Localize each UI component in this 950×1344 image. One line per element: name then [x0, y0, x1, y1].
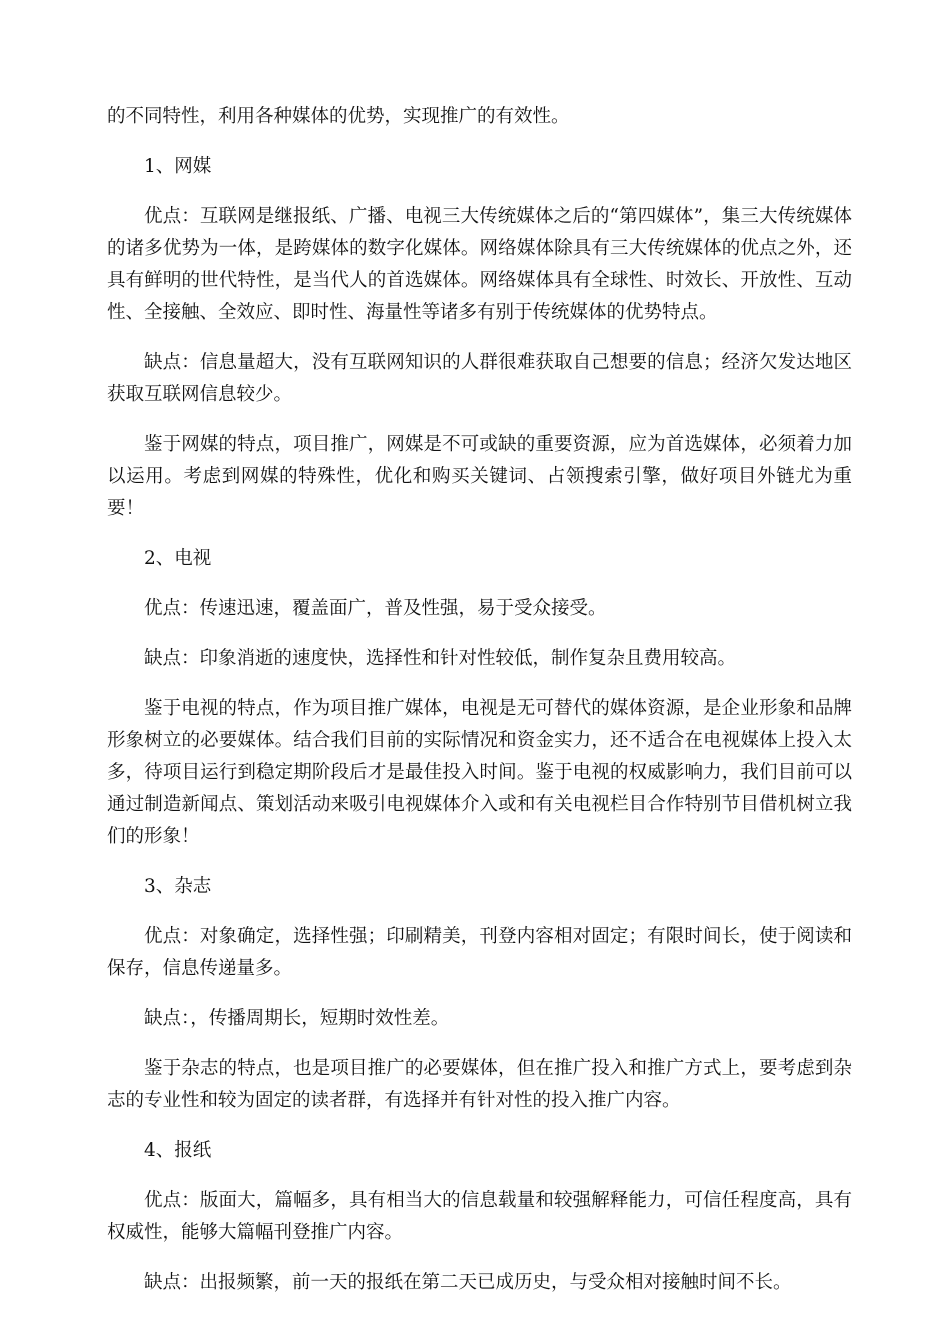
section-web-media	[107, 151, 852, 525]
cons-paragraph: 缺点：印象消逝的速度快，选择性和针对性较低，制作复杂且费用较高。	[144, 648, 737, 669]
intro-paragraph: 的不同特性，利用各种媒体的优势，实现推广的有效性。	[107, 106, 570, 127]
pros-paragraph: 优点：对象确定，选择性强；印刷精美，刊登内容相对固定；有限时间长，使于阅读和保存，信息传递量多。	[107, 926, 852, 979]
cons-paragraph: 缺点：，传播周期长，短期时效性差。	[144, 1008, 450, 1029]
cons-paragraph: 缺点：出报频繁，前一天的报纸在第二天已成历史，与受众相对接触时间不长。	[144, 1272, 792, 1293]
section-newspaper	[107, 1135, 852, 1299]
conclusion-paragraph: 鉴于网媒的特点，项目推广，网媒是不可或缺的重要资源，应为首选媒体，必须着力加以运用。考虑到网媒的特殊性，优化和购买关键词、占领搜索引擎，做好项目外链尤为重要！	[107, 434, 852, 519]
section-magazine	[107, 871, 852, 1117]
pros-paragraph: 优点：互联网是继报纸、广播、电视三大传统媒体之后的“第四媒体”，集三大传统媒体的诸多优势为一体，是跨媒体的数字化媒体。网络媒体除具有三大传统媒体的优点之外，还具有鲜明的世代特性，是当代人的首选媒体。网络媒体具有全球性、时效长、开放性、互动性、全接触、全效应、即时性、海量性等诸多有别于传统媒体的优势特点。	[107, 206, 852, 323]
section-television	[107, 543, 852, 853]
section-heading: 1、网媒	[144, 156, 212, 177]
section-heading: 3、杂志	[144, 876, 212, 897]
section-heading: 4、报纸	[144, 1140, 212, 1161]
conclusion-paragraph: 鉴于电视的特点，作为项目推广媒体，电视是无可替代的媒体资源，是企业形象和品牌形象树立的必要媒体。结合我们目前的实际情况和资金实力，还不适合在电视媒体上投入太多，待项目运行到稳定期阶段后才是最佳投入时间。鉴于电视的权威影响力，我们目前可以通过制造新闻点、策划活动来吸引电视媒体介入或和有关电视栏目合作特别节目借机树立我们的形象！	[107, 698, 852, 847]
pros-paragraph: 优点：传速迅速，覆盖面广，普及性强，易于受众接受。	[144, 598, 607, 619]
pros-paragraph: 优点：版面大，篇幅多，具有相当大的信息载量和较强解释能力，可信任程度高，具有权威性，能够大篇幅刊登推广内容。	[107, 1190, 852, 1243]
conclusion-paragraph: 鉴于杂志的特点，也是项目推广的必要媒体，但在推广投入和推广方式上，要考虑到杂志的专业性和较为固定的读者群，有选择并有针对性的投入推广内容。	[107, 1058, 852, 1111]
document-page	[107, 101, 852, 1317]
cons-paragraph: 缺点：信息量超大，没有互联网知识的人群很难获取自己想要的信息；经济欠发达地区获取互联网信息较少。	[107, 352, 852, 405]
section-heading: 2、电视	[144, 548, 212, 569]
